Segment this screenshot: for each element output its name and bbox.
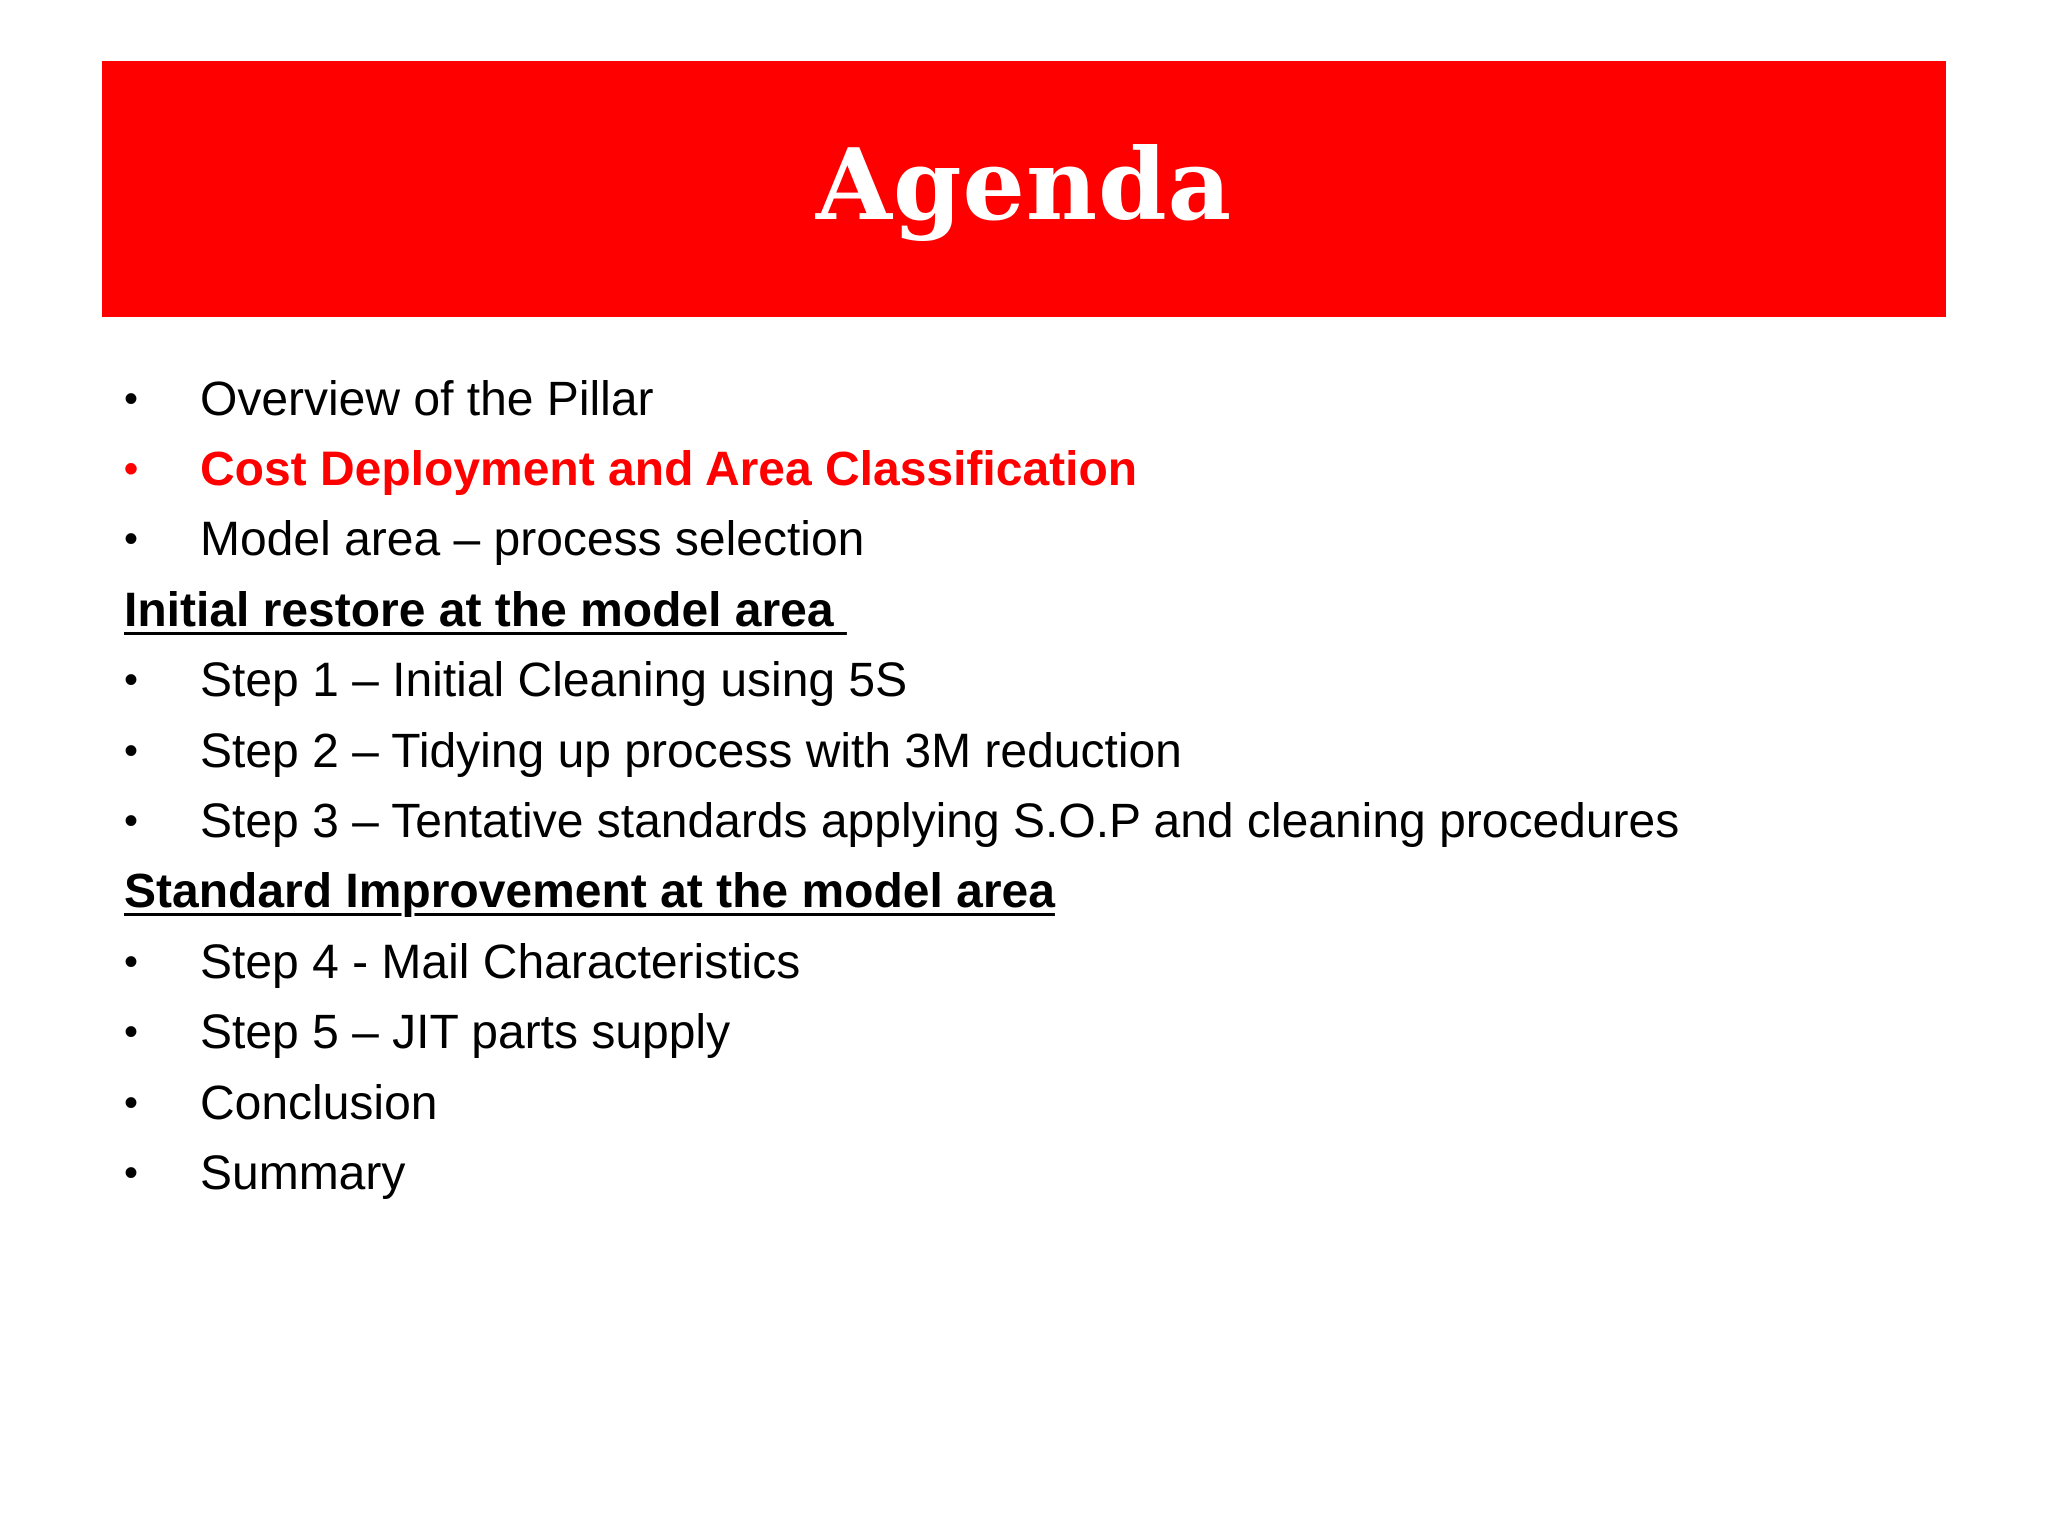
- agenda-item-text: Step 4 - Mail Characteristics: [200, 935, 801, 989]
- agenda-item-text: Conclusion: [200, 1076, 438, 1130]
- agenda-item: [124, 1138, 1974, 1208]
- agenda-item-text: Cost Deployment and Area Classification: [200, 443, 1138, 497]
- agenda-item-text: Step 1 – Initial Cleaning using 5S: [200, 654, 908, 708]
- agenda-item-text: Step 2 – Tidying up process with 3M reduction: [200, 724, 1182, 778]
- title-banner: [102, 61, 1946, 317]
- agenda-item-text: Step 3 – Tentative standards applying S.O.P and cleaning procedures: [200, 795, 1680, 849]
- agenda-item-text: Model area – process selection: [200, 513, 865, 567]
- agenda-item: [124, 1068, 1974, 1138]
- bullet-icon: •: [124, 799, 139, 844]
- bullet-icon: •: [124, 1080, 139, 1125]
- agenda-list: [124, 364, 1974, 1209]
- bullet-icon: •: [124, 728, 139, 773]
- bullet-icon: •: [124, 939, 139, 984]
- bullet-icon: •: [124, 517, 139, 562]
- agenda-item-text: Summary: [200, 1146, 406, 1200]
- agenda-item-text: Step 5 – JIT parts supply: [200, 1006, 731, 1060]
- agenda-section-heading: [124, 857, 1974, 927]
- slide-title: Agenda: [815, 127, 1233, 243]
- section-heading-text: Initial restore at the model area: [124, 583, 847, 637]
- bullet-icon: •: [124, 1010, 139, 1055]
- agenda-item: [124, 716, 1974, 786]
- agenda-section-heading: [124, 575, 1974, 645]
- agenda-item: [124, 364, 1974, 434]
- agenda-item-text: Overview of the Pillar: [200, 372, 654, 426]
- agenda-item-highlighted: [124, 434, 1974, 504]
- section-heading-text: Standard Improvement at the model area: [124, 865, 1055, 919]
- agenda-item: [124, 786, 1974, 856]
- agenda-item: [124, 998, 1974, 1068]
- bullet-icon: •: [124, 658, 139, 703]
- agenda-item: [124, 505, 1974, 575]
- agenda-item: [124, 927, 1974, 997]
- agenda-item: [124, 646, 1974, 716]
- bullet-icon: •: [124, 376, 139, 421]
- bullet-icon: •: [124, 1150, 139, 1195]
- bullet-icon: •: [124, 447, 139, 492]
